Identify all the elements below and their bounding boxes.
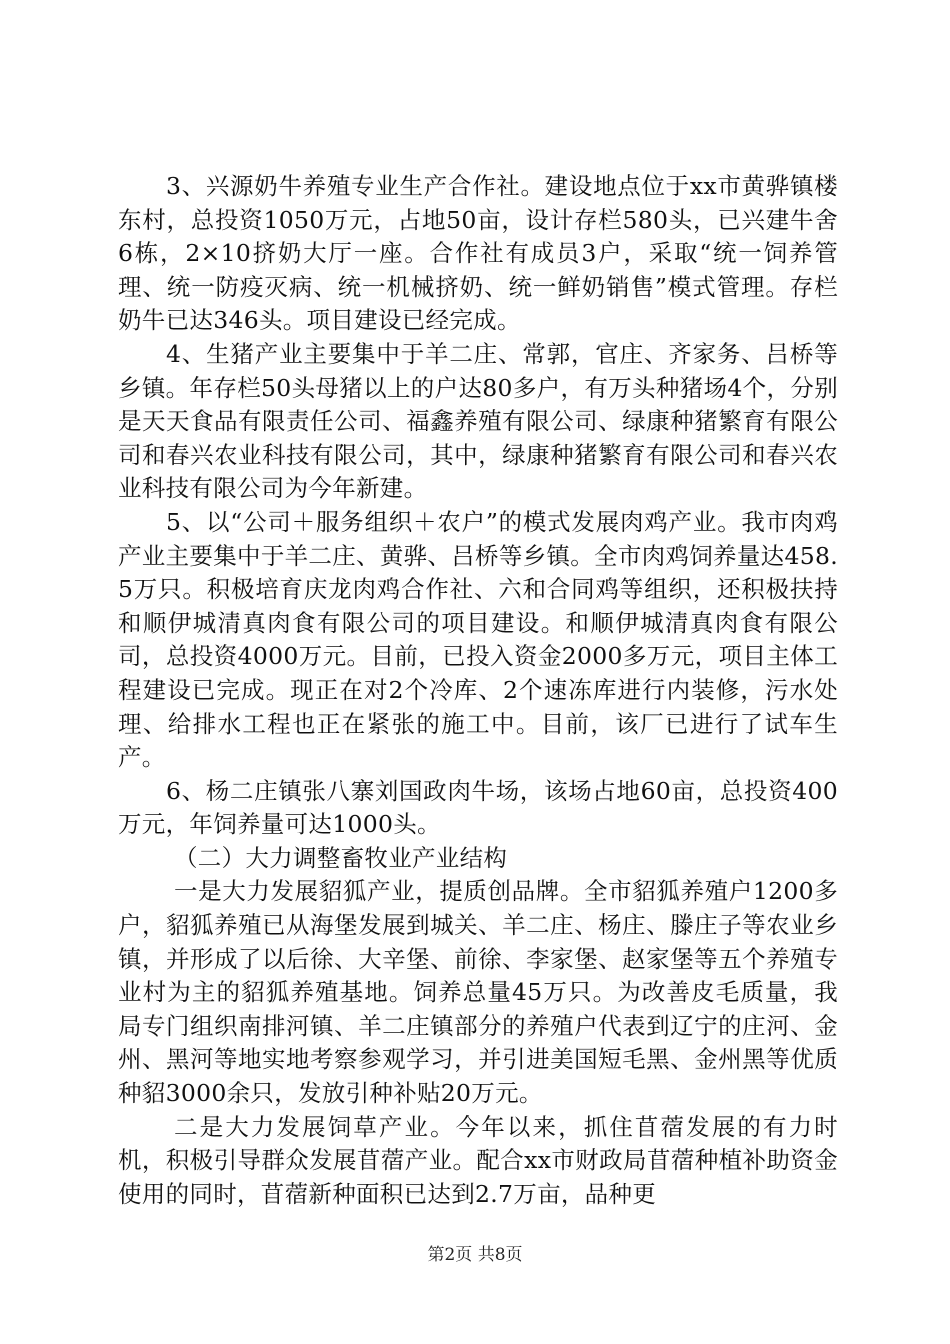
section-heading-structure: （二）大力调整畜牧业产业结构 [174,843,508,872]
paragraph-beef-farm: 6、杨二庄镇张八寨刘国政肉牛场，该场占地60亩，总投资400万元，年饲养量可达1000头。 [118,776,838,839]
paragraph-mink-fox-industry: 一是大力发展貂狐产业，提质创品牌。全市貂狐养殖户1200多户，貂狐养殖已从海堡发展到城关、羊二庄、杨庄、滕庄子等农业乡镇，并形成了以后徐、大辛堡、前徐、李家堡、赵家堡等五个养殖专业村为主的貂狐养殖基地。饲养总量45万只。为改善皮毛质量，我局专门组织南排河镇、羊二庄镇部分的养殖户代表到辽宁的庄河、金州、黑河等地实地考察参观学习，并引进美国短毛黑、金州黑等优质种貂3000余只，发放引种补贴20万元。 [118,877,838,1108]
paragraph-pig-industry: 4、生猪产业主要集中于羊二庄、常郭，官庄、齐家务、吕桥等乡镇。年存栏50头母猪以上的户达80多户，有万头种猪场4个，分别是天天食品有限责任公司、福鑫养殖有限公司、绿康种猪繁育有限公司和春兴农业科技有限公司，其中，绿康种猪繁育有限公司和春兴农业科技有限公司为今年新建。 [118,339,838,503]
page-number-footer: 第2页 共8页 [427,1245,523,1265]
paragraph-forage-industry: 二是大力发展饲草产业。今年以来，抓住苜蓿发展的有力时机，积极引导群众发展苜蓿产业。配合xx市财政局苜蓿种植补助资金使用的同时，苜蓿新种面积已达到2.7万亩，品种更 [118,1112,838,1208]
document-body [118,170,838,1211]
paragraph-broiler-industry: 5、以“公司＋服务组织＋农户”的模式发展肉鸡产业。我市肉鸡产业主要集中于羊二庄、黄骅、吕桥等乡镇。全市肉鸡饲养量达458.5万只。积极培育庆龙肉鸡合作社、六和合同鸡等组织，还积极扶持和顺伊城清真肉食有限公司的项目建设。和顺伊城清真肉食有限公司，总投资4000万元。目前，已投入资金2000多万元，项目主体工程建设已完成。现正在对2个冷库、2个速冻库进行内装修，污水处理、给排水工程也正在紧张的施工中。目前，该厂已进行了试车生产。 [118,507,838,772]
paragraph-dairy-cooperative: 3、兴源奶牛养殖专业生产合作社。建设地点位于xx市黄骅镇楼东村，总投资1050万元，占地50亩，设计存栏580头，已兴建牛舍6栋，2×10挤奶大厅一座。合作社有成员3户，采取“统一饲养管理、统一防疫灭病、统一机械挤奶、统一鲜奶销售”模式管理。存栏奶牛已达346头。项目建设已经完成。 [118,172,838,335]
